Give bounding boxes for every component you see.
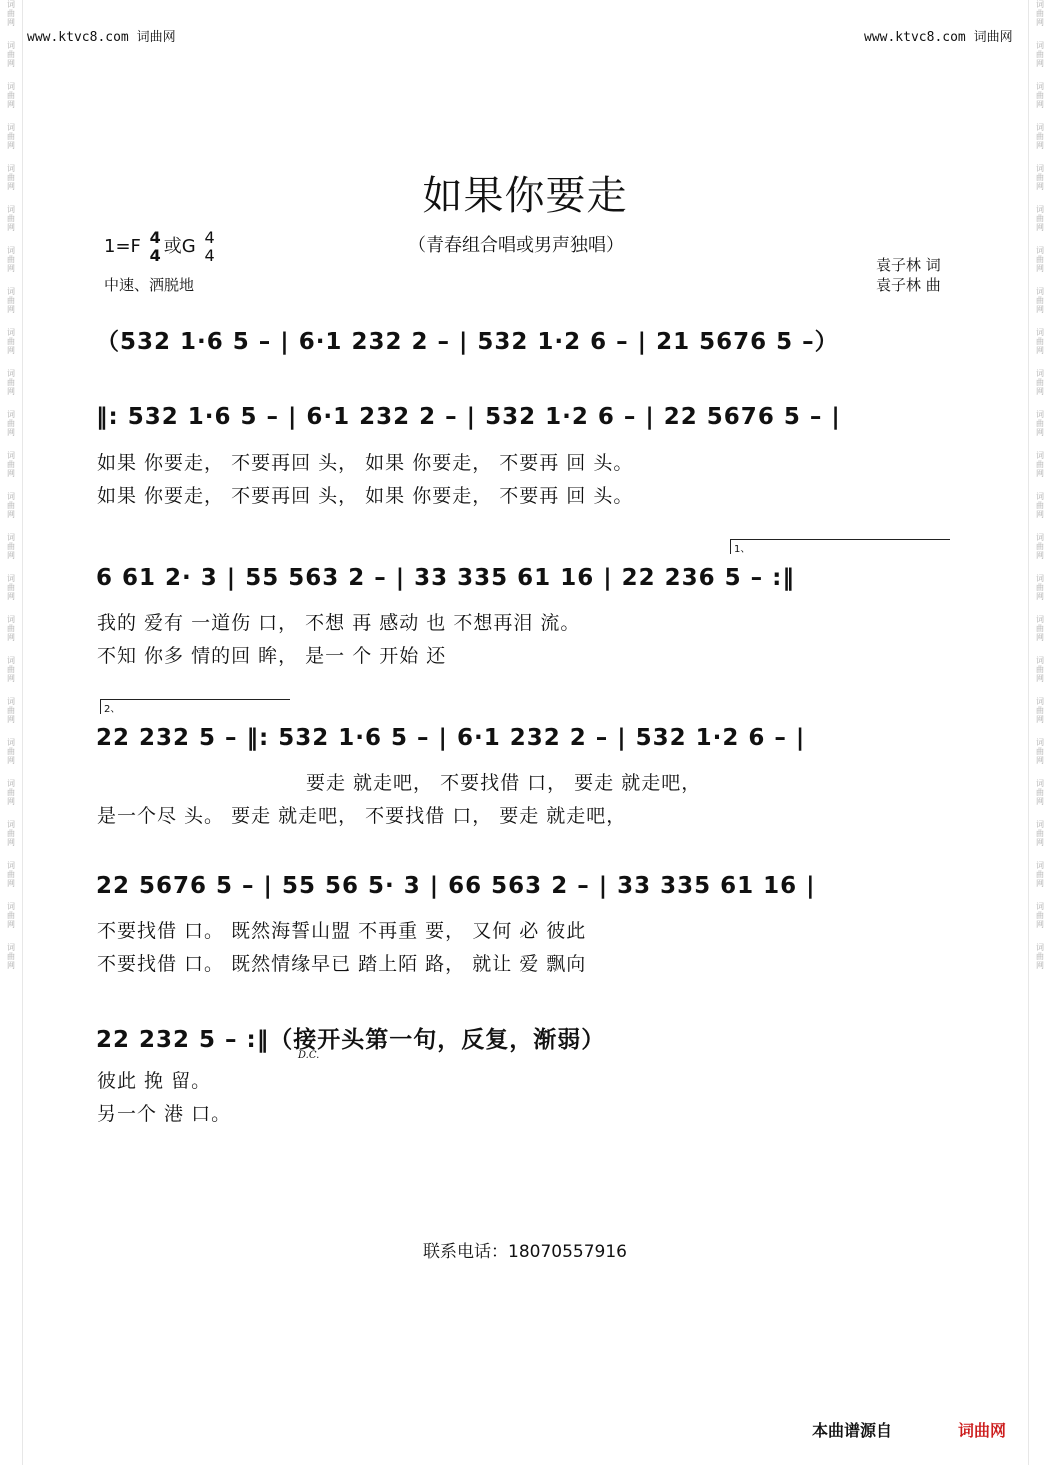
watermark-text: 词 曲 网 <box>1036 41 1044 68</box>
watermark-text: 词 曲 网 <box>1036 0 1044 27</box>
watermark-text: 词 曲 网 <box>1036 861 1044 888</box>
watermark-text: 词 曲 网 <box>1036 123 1044 150</box>
source-label: 本曲谱源自 <box>812 1421 893 1440</box>
key-alt: 或G <box>163 236 196 257</box>
watermark-text: 词 曲 网 <box>1036 656 1044 683</box>
watermark-text: 词 曲 网 <box>7 82 15 109</box>
tempo-marking: 中速、洒脱地 <box>104 276 195 294</box>
watermark-text: 词 曲 网 <box>7 738 15 765</box>
key-prefix: 1=F <box>104 236 141 257</box>
watermark-text: 词 曲 网 <box>7 287 15 314</box>
score-row-2: 6 61 2· 3 | 55 563 2 – | 33 335 61 16 | 22 236 5 – :‖ <box>96 565 795 591</box>
watermark-text: 词 曲 网 <box>7 123 15 150</box>
score-row-1: ‖: 532 1·6 5 – | 6·1 232 2 – | 532 1·2 6 – | 22 5676 5 – | <box>96 404 841 430</box>
lyricist-credit: 袁子林 词 <box>876 256 941 274</box>
watermark-text: 词 曲 网 <box>7 861 15 888</box>
volta-1-bracket: 1、 <box>730 539 950 554</box>
time-signature: 4 4 <box>149 228 161 265</box>
watermark-text: 词 曲 网 <box>7 164 15 191</box>
watermark-text: 词 曲 网 <box>1036 902 1044 929</box>
watermark-text: 词 曲 网 <box>1036 82 1044 109</box>
alt-time-signature: 4 4 <box>204 228 215 265</box>
watermark-text: 词 曲 网 <box>1036 287 1044 314</box>
watermark-text: 词 曲 网 <box>7 902 15 929</box>
lyric-line: 是一个尽 头。 要走 就走吧， 不要找借 口， 要走 就走吧， <box>97 805 627 827</box>
lyric-line: 要走 就走吧， 不要找借 口， 要走 就走吧， <box>306 772 702 794</box>
lyric-line: 不要找借 口。 既然情缘早已 踏上陌 路， 就让 爱 飘向 <box>97 953 587 975</box>
contact-phone: 联系电话：18070557916 <box>423 1242 627 1262</box>
watermark-text: 词 曲 网 <box>1036 697 1044 724</box>
lyric-line: 另一个 港 口。 <box>97 1103 232 1125</box>
volta-2-bracket: 2、 <box>100 699 290 714</box>
watermark-text: 词 曲 网 <box>1036 164 1044 191</box>
watermark-text: 词 曲 网 <box>1036 451 1044 478</box>
lyric-line: 如果 你要走， 不要再回 头， 如果 你要走， 不要再 回 头。 <box>97 452 634 474</box>
key-signature <box>104 229 218 265</box>
watermark-text: 词 曲 网 <box>1036 246 1044 273</box>
watermark-text: 词 曲 网 <box>7 779 15 806</box>
watermark-text: 词 曲 网 <box>1036 820 1044 847</box>
watermark-text: 词 曲 网 <box>7 369 15 396</box>
watermark-text: 词 曲 网 <box>7 943 15 970</box>
site-link-left[interactable]: www.ktvc8.com 词曲网 <box>27 30 176 45</box>
lyric-line: 不知 你多 情的回 眸， 是一 个 开始 还 <box>97 645 447 667</box>
source-site-link[interactable]: 词曲网 <box>958 1421 1007 1440</box>
watermark-text: 词 曲 网 <box>1036 615 1044 642</box>
watermark-text: 词 曲 网 <box>1036 205 1044 232</box>
watermark-text: 词 曲 网 <box>7 697 15 724</box>
watermark-text: 词 曲 网 <box>1036 943 1044 970</box>
lyric-line: 彼此 挽 留。 <box>97 1070 212 1092</box>
site-link-right[interactable]: www.ktvc8.com 词曲网 <box>864 30 1013 45</box>
lyric-line: 不要找借 口。 既然海誓山盟 不再重 要， 又何 必 彼此 <box>97 920 587 942</box>
watermark-text: 词 曲 网 <box>1036 533 1044 560</box>
watermark-text: 词 曲 网 <box>7 574 15 601</box>
lyric-line: 我的 爱有 一道伤 口， 不想 再 感动 也 不想再泪 流。 <box>97 612 581 634</box>
score-row-5: 22 232 5 – :‖（接开头第一句，反复，渐弱） <box>96 1027 606 1053</box>
score-row-3: 22 232 5 – ‖: 532 1·6 5 – | 6·1 232 2 – | 532 1·2 6 – | <box>96 725 806 751</box>
watermark-text: 词 曲 网 <box>7 410 15 437</box>
watermark-text: 词 曲 网 <box>7 246 15 273</box>
watermark-text: 词 曲 网 <box>7 656 15 683</box>
composer-credit: 袁子林 曲 <box>876 276 941 294</box>
watermark-text: 词 曲 网 <box>7 328 15 355</box>
watermark-text: 词 曲 网 <box>7 451 15 478</box>
watermark-text: 词 曲 网 <box>7 205 15 232</box>
lyric-line: 如果 你要走， 不要再回 头， 如果 你要走， 不要再 回 头。 <box>97 485 634 507</box>
song-title: 如果你要走 <box>422 173 628 219</box>
watermark-text: 词 曲 网 <box>7 615 15 642</box>
watermark-text: 词 曲 网 <box>7 0 15 27</box>
watermark-text: 词 曲 网 <box>1036 369 1044 396</box>
watermark-text: 词 曲 网 <box>7 41 15 68</box>
watermark-text: 词 曲 网 <box>7 533 15 560</box>
watermark-text: 词 曲 网 <box>7 820 15 847</box>
watermark-text: 词 曲 网 <box>7 492 15 519</box>
watermark-text: 词 曲 网 <box>1036 492 1044 519</box>
song-subtitle: （青春组合唱或男声独唱） <box>408 235 624 256</box>
watermark-text: 词 曲 网 <box>1036 738 1044 765</box>
dc-mark: D.C. <box>298 1050 320 1061</box>
watermark-text: 词 曲 网 <box>1036 574 1044 601</box>
watermark-text: 词 曲 网 <box>1036 410 1044 437</box>
score-row-intro: （532 1·6 5 – | 6·1 232 2 – | 532 1·2 6 – | 21 5676 5 –） <box>96 329 839 355</box>
watermark-text: 词 曲 网 <box>1036 328 1044 355</box>
watermark-text: 词 曲 网 <box>1036 779 1044 806</box>
score-row-4: 22 5676 5 – | 55 56 5· 3 | 66 563 2 – | 33 335 61 16 | <box>96 873 816 899</box>
